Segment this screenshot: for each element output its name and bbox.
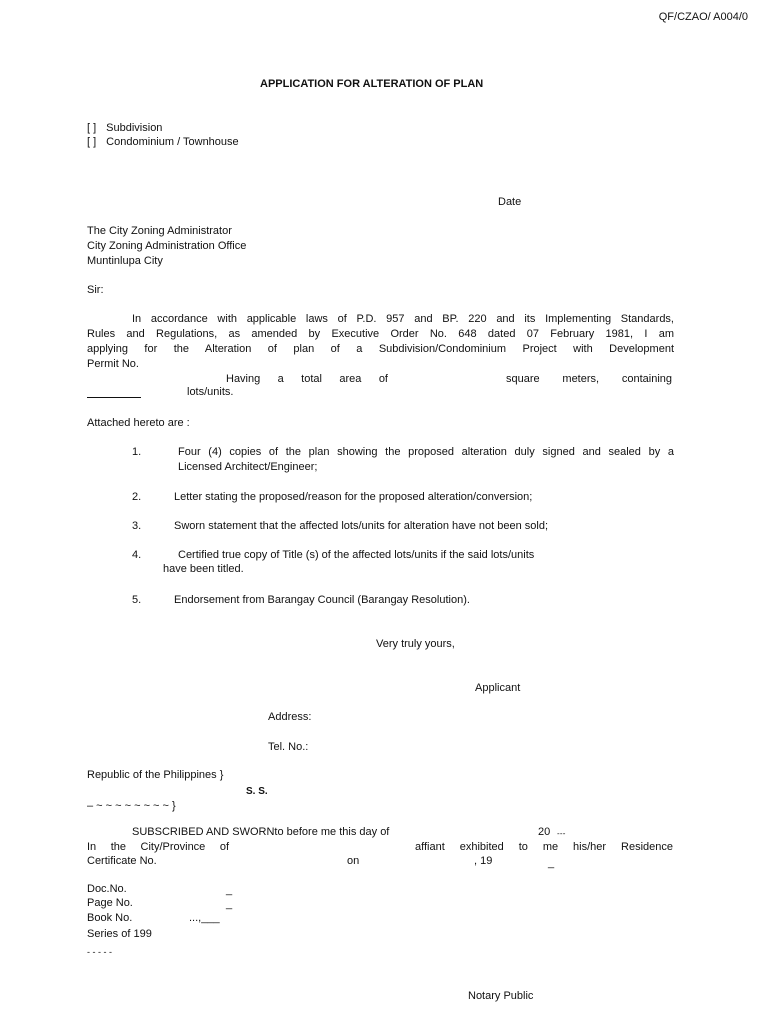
attachment-item: Four (4) copies of the plan showing the proposed alteration duly signed and sealed by a <box>178 446 674 458</box>
checkbox-box[interactable]: [ ] <box>87 136 97 148</box>
series-label: Series of 199 <box>87 928 152 940</box>
item-number: 1. <box>132 446 142 458</box>
body-line: applying for the Alteration of plan of a Subdivision/Condominium Project with Development <box>87 343 674 355</box>
ss-label: S. S. <box>246 786 268 797</box>
attachment-item: Endorsement from Barangay Council (Barangay Resolution). <box>174 594 470 606</box>
checkbox-subdivision[interactable] <box>87 121 162 136</box>
addressee-line: The City Zoning Administrator <box>87 225 232 237</box>
lots-text: lots/units. <box>187 386 234 398</box>
attachment-item: Letter stating the proposed/reason for the proposed alteration/conversion; <box>174 491 533 503</box>
doc-no-label: Doc.No. <box>87 883 127 895</box>
notary-label: Notary Public <box>468 990 534 1002</box>
docket-dashes: - - - - - <box>87 947 112 957</box>
year-dashes: - - - <box>557 829 565 838</box>
doc-no-blank: _ <box>226 884 233 896</box>
body-line: Rules and Regulations, as amended by Executive Order No. 648 dated 07 February 1981, I am <box>87 328 674 340</box>
attachment-item: Sworn statement that the affected lots/units for alteration have not been sold; <box>174 520 549 532</box>
addressee-line: Muntinlupa City <box>87 255 163 267</box>
checkbox-label: Subdivision <box>106 122 163 134</box>
area-text: Having a total area of <box>226 373 388 385</box>
date-label: Date <box>498 196 522 208</box>
subscribed-text: SUBSCRIBED AND SWORNto before me this day of <box>132 826 390 838</box>
checkbox-condominium[interactable] <box>87 135 239 150</box>
republic-line: Republic of the Philippines } <box>87 769 224 781</box>
tel-label: Tel. No.: <box>268 741 309 753</box>
item-number: 4. <box>132 549 142 561</box>
nineteen-blank: _ <box>548 857 555 869</box>
salutation: Sir: <box>87 284 104 296</box>
address-label: Address: <box>268 711 312 723</box>
year-prefix: 20 <box>538 826 551 838</box>
body-line: Permit No. <box>87 358 139 370</box>
attachment-item-cont: Licensed Architect/Engineer; <box>178 461 318 473</box>
applicant-label: Applicant <box>475 682 521 694</box>
affiant-text: affiant exhibited to me his/her Residence <box>415 841 673 853</box>
certificate-label: Certificate No. <box>87 855 157 867</box>
checkbox-label: Condominium / Townhouse <box>106 136 239 148</box>
sqm-text: square meters, containing <box>506 373 672 385</box>
item-number: 2. <box>132 491 142 503</box>
book-no-blank: ...,___ <box>189 912 220 924</box>
form-code: QF/CZAO/ A004/0 <box>658 11 748 23</box>
body-line: In accordance with applicable laws of P.D. 957 and BP. 220 and its Implementing Standards, <box>132 313 674 325</box>
on-label: on <box>347 855 360 867</box>
item-number: 5. <box>132 594 142 606</box>
addressee-line: City Zoning Administration Office <box>87 240 247 252</box>
item-number: 3. <box>132 520 142 532</box>
book-no-label: Book No. <box>87 912 133 924</box>
lots-blank <box>87 397 141 398</box>
nineteen-label: , 19 <box>474 855 493 867</box>
closing: Very truly yours, <box>376 638 455 650</box>
checkbox-box[interactable]: [ ] <box>87 122 97 134</box>
page-no-blank: _ <box>226 898 233 910</box>
city-province-text: In the City/Province of <box>87 841 229 853</box>
attached-label: Attached hereto are : <box>87 417 190 429</box>
page-no-label: Page No. <box>87 897 133 909</box>
attachment-item-cont: have been titled. <box>163 563 244 575</box>
page-title: APPLICATION FOR ALTERATION OF PLAN <box>260 78 484 90</box>
tilde-line: – ~ ~ ~ ~ ~ ~ ~ ~ } <box>87 800 176 812</box>
attachment-item: Certified true copy of Title (s) of the affected lots/units if the said lots/units <box>178 549 535 561</box>
